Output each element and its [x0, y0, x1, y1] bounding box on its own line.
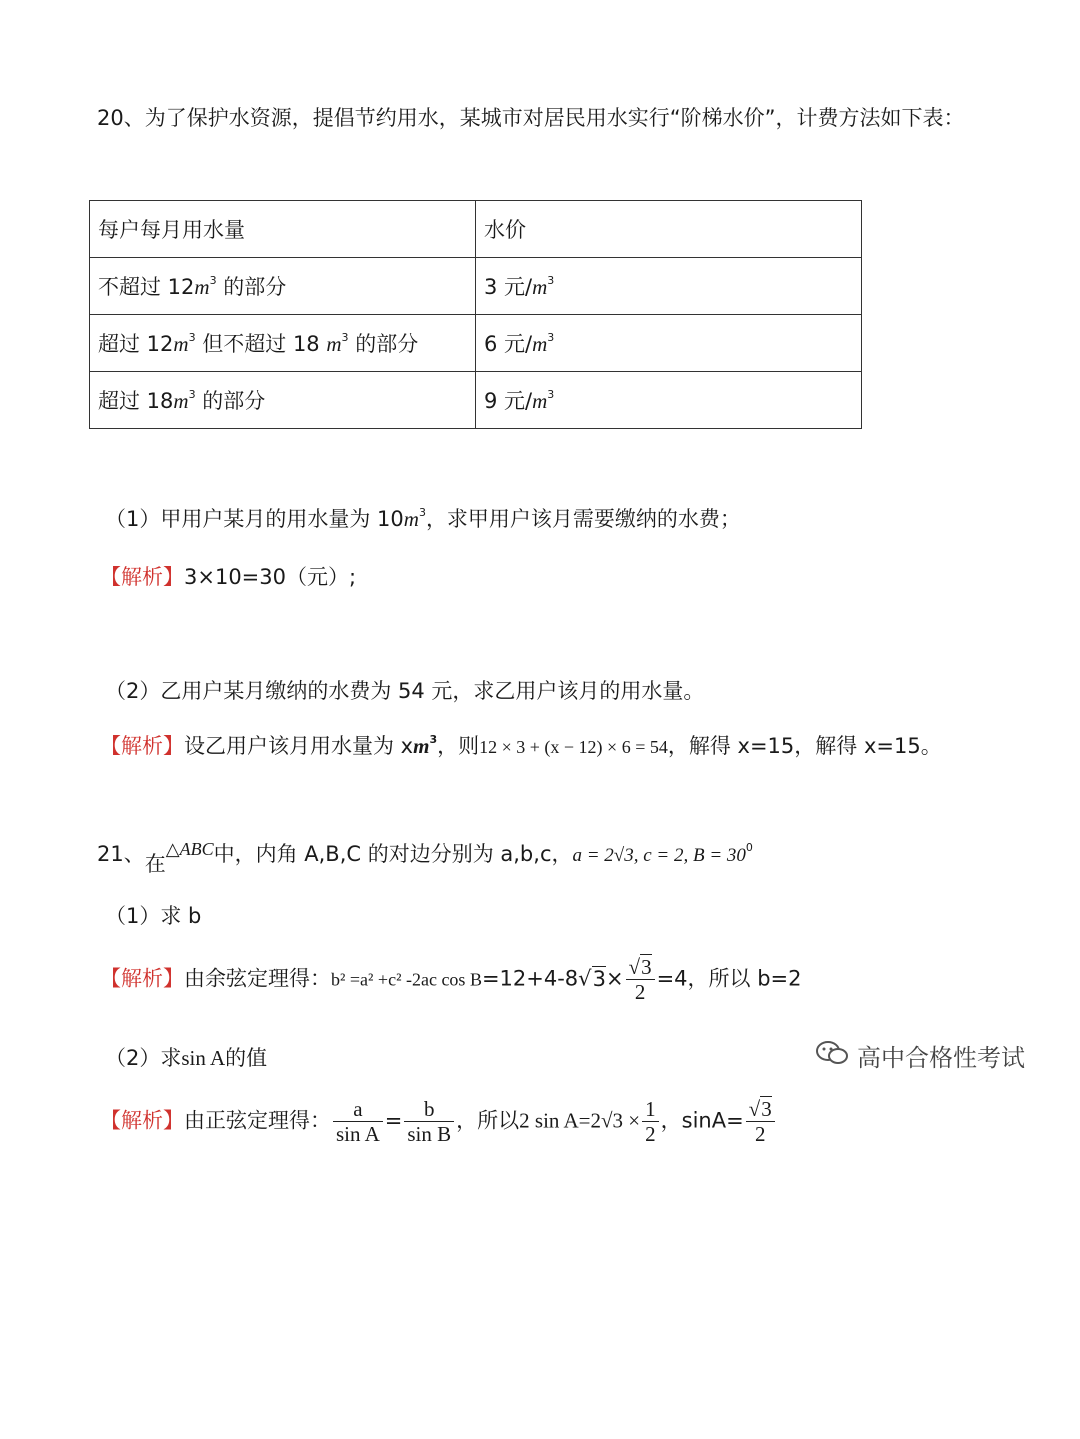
- usage-cell: 不超过 $12m^3$ 的部分: [90, 258, 476, 315]
- q21-part1-answer: 【解析】由余弦定理得：b² =a² +c² -2ac cos B=12+4-8√3× $\frac{√3}{2}$ =4，所以 b=2: [100, 955, 802, 1004]
- table-row: [90, 372, 862, 429]
- q21-part1-question: （1）求 b: [105, 904, 202, 928]
- q21-stem: 21、在△ABC中，内角 A,B,C 的对边分别为 a,b,c，a = 2√3, c = 2, $B = 30^0$: [97, 839, 753, 876]
- table-row: [90, 315, 862, 372]
- q20-part1-answer: 【解析】3×10=30（元）;: [100, 565, 357, 589]
- fraction-sqrt3-half: $\frac{√3}{2}$: [746, 1097, 775, 1146]
- wechat-watermark: [815, 1038, 1025, 1073]
- q20-part1-question: （1）甲用户某月的用水量为 $10m^3$，求甲用户该月需要缴纳的水费；: [105, 506, 741, 531]
- wechat-icon: [815, 1039, 849, 1072]
- price-cell: 9 元$/m^3$: [476, 372, 862, 429]
- fraction-b-sinB: $\frac{b}{\text{sin B}}$: [404, 1097, 454, 1146]
- price-cell: 3 元$/m^3$: [476, 258, 862, 315]
- analysis-label: 【解析】: [100, 565, 184, 589]
- sqrt3-over-2: $\frac{√3}{2}$: [626, 955, 655, 1004]
- equation: 12 × 3 + (x − 12) × 6 = 54: [479, 737, 668, 757]
- account-name: 高中合格性考试: [857, 1044, 1025, 1072]
- q20-stem: 20、为了保护水资源，提倡节约用水，某城市对居民用水实行“阶梯水价”，计费方法如下表：: [97, 106, 965, 130]
- price-cell: 6 元$/m^3$: [476, 315, 862, 372]
- analysis-label: 【解析】: [100, 734, 184, 758]
- fraction-one-half: $\frac{1}{2}$: [642, 1097, 659, 1146]
- water-price-table: [89, 200, 862, 429]
- q21-part2-answer: 【解析】由正弦定理得： $\frac{a}{\text{sin A}}$ = $\frac{b}{\text{sin B}}$ ，所以2 sin A=2√3 × $\frac{1}{2}$ ，sinA= $\frac{√3}{2}$: [100, 1097, 777, 1146]
- usage-cell: 超过 $18m^3$ 的部分: [90, 372, 476, 429]
- q21-part2-question: （2）求sin A的值: [105, 1046, 268, 1070]
- fraction-a-sinA: $\frac{a}{\text{sin A}}$: [333, 1097, 383, 1146]
- header-price: 水价: [476, 201, 862, 258]
- table-header-row: [90, 201, 862, 258]
- header-usage: 每户每月用水量: [90, 201, 476, 258]
- usage-cell: 超过 $12m^3$ 但不超过 18 $m^3$ 的部分: [90, 315, 476, 372]
- analysis-label: 【解析】: [100, 966, 184, 991]
- table-row: [90, 258, 862, 315]
- q20-part2-question: （2）乙用户某月缴纳的水费为 54 元，求乙用户该月的用水量。: [105, 679, 705, 703]
- q20-part2-answer: 【解析】设乙用户该月用水量为 $xm^3$，则12 × 3 + (x − 12) × 6 = 54，解得 x=15，解得 x=15。: [100, 733, 942, 758]
- analysis-label: 【解析】: [100, 1108, 184, 1133]
